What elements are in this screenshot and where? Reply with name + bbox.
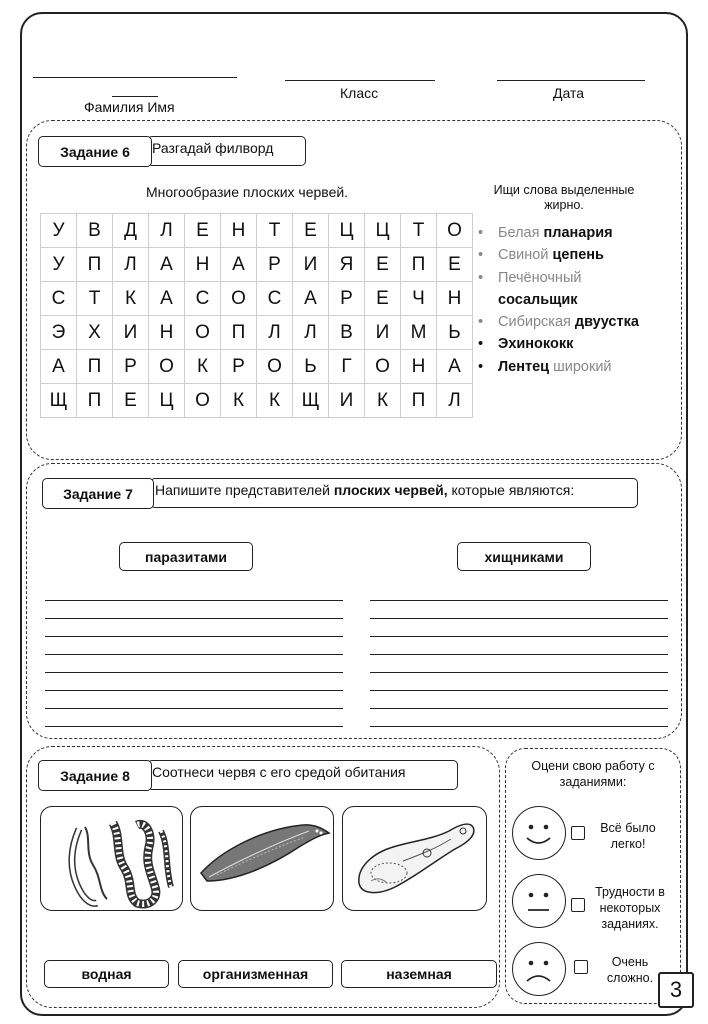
grid-cell[interactable]: А <box>41 350 77 384</box>
word-item <box>478 333 639 355</box>
medium-checkbox[interactable] <box>571 898 585 912</box>
bullet-icon: • <box>478 225 484 241</box>
grid-cell[interactable]: И <box>365 316 401 350</box>
name-label: Фамилия Имя <box>84 99 175 115</box>
fillword-grid <box>40 213 473 418</box>
grid-cell[interactable]: Е <box>293 214 329 248</box>
medium-label: Трудности в некоторых заданиях. <box>595 885 665 931</box>
grid-cell[interactable]: Л <box>293 316 329 350</box>
grid-cell[interactable]: Н <box>185 248 221 282</box>
grid-cell[interactable]: Л <box>257 316 293 350</box>
grid-cell[interactable]: Н <box>437 282 473 316</box>
grid-cell[interactable]: К <box>365 384 401 418</box>
grid-cell[interactable]: К <box>257 384 293 418</box>
word-plain: Печёночный <box>498 269 582 286</box>
grid-cell[interactable]: У <box>41 214 77 248</box>
grid-cell[interactable]: Я <box>329 248 365 282</box>
grid-cell[interactable]: П <box>77 248 113 282</box>
grid-cell[interactable]: Л <box>437 384 473 418</box>
task7-title-box <box>150 478 638 508</box>
word-bold: планария <box>543 225 613 241</box>
word-bold: Эхинококк <box>498 336 574 353</box>
grid-cell[interactable]: Ь <box>293 350 329 384</box>
grid-cell[interactable]: Ц <box>329 214 365 248</box>
word-bold: двуустка <box>574 314 639 331</box>
predators-label: хищниками <box>457 542 591 571</box>
planaria-illustration <box>191 807 334 911</box>
grid-cell[interactable]: Р <box>221 350 257 384</box>
grid-cell[interactable]: Н <box>221 214 257 248</box>
grid-cell[interactable]: Е <box>365 248 401 282</box>
grid-cell[interactable]: С <box>185 282 221 316</box>
grid-cell[interactable]: Е <box>185 214 221 248</box>
fluke-illustration <box>343 807 487 911</box>
word-plain: Свиной <box>498 247 549 264</box>
worm-picture-fluke[interactable] <box>342 806 487 911</box>
grid-cell[interactable]: А <box>149 248 185 282</box>
grid-cell[interactable]: О <box>185 384 221 418</box>
grid-cell[interactable]: К <box>221 384 257 418</box>
worm-picture-planaria[interactable] <box>190 806 334 911</box>
task6-subtitle: Многообразие плоских червей. <box>146 184 349 200</box>
grid-cell[interactable]: Э <box>41 316 77 350</box>
word-item <box>478 311 639 333</box>
class-line <box>285 80 435 81</box>
word-item <box>478 356 639 378</box>
neutral-face-icon <box>512 874 566 928</box>
word-plain: Сибирская <box>498 314 571 331</box>
grid-cell[interactable]: С <box>257 282 293 316</box>
grid-cell[interactable]: П <box>77 350 113 384</box>
grid-cell[interactable]: Ц <box>365 214 401 248</box>
grid-cell[interactable]: П <box>77 384 113 418</box>
grid-cell[interactable]: Л <box>149 214 185 248</box>
grid-cell[interactable]: Р <box>257 248 293 282</box>
grid-cell[interactable]: Е <box>437 248 473 282</box>
task8-tag: Задание 8 <box>38 760 152 791</box>
task8-title: Соотнеси червя с его средой обитания <box>152 764 406 780</box>
habitat-water[interactable]: водная <box>44 960 169 988</box>
grid-cell[interactable]: В <box>329 316 365 350</box>
grid-cell[interactable]: Р <box>329 282 365 316</box>
worm-picture-tapeworm[interactable] <box>40 806 183 911</box>
tapeworm-illustration <box>41 807 183 911</box>
date-label: Дата <box>553 85 585 101</box>
grid-cell[interactable]: Щ <box>293 384 329 418</box>
word-item <box>478 244 639 266</box>
task6-title: Разгадай филворд <box>152 140 274 156</box>
grid-row <box>41 282 473 316</box>
task8-title-box <box>147 760 458 790</box>
grid-cell[interactable]: С <box>41 282 77 316</box>
bullet-icon: • <box>478 269 484 286</box>
grid-cell[interactable]: Х <box>77 316 113 350</box>
word-bold: сосальщик <box>498 291 578 308</box>
grid-cell[interactable]: А <box>437 350 473 384</box>
sad-face-icon <box>512 942 566 996</box>
bullet-icon: • <box>478 358 484 375</box>
grid-cell[interactable]: Е <box>113 384 149 418</box>
grid-cell[interactable]: У <box>41 248 77 282</box>
grid-cell[interactable]: О <box>437 214 473 248</box>
bullet-icon: • <box>478 247 484 264</box>
grid-cell[interactable]: И <box>329 384 365 418</box>
grid-cell[interactable]: О <box>257 350 293 384</box>
word-plain: широкий <box>553 358 612 375</box>
hard-label: Очень сложно. <box>606 955 654 985</box>
class-label: Класс <box>340 85 379 101</box>
grid-cell[interactable]: Е <box>365 282 401 316</box>
grid-cell[interactable]: И <box>113 316 149 350</box>
word-bold: Лентец <box>498 358 550 375</box>
date-line <box>497 80 645 81</box>
grid-cell[interactable]: В <box>77 214 113 248</box>
habitat-organism[interactable]: организменная <box>178 960 333 988</box>
grid-cell[interactable]: Д <box>113 214 149 248</box>
grid-cell[interactable]: О <box>221 282 257 316</box>
grid-cell[interactable]: Ц <box>149 384 185 418</box>
grid-cell[interactable]: К <box>185 350 221 384</box>
grid-cell[interactable]: И <box>293 248 329 282</box>
grid-cell[interactable]: Т <box>401 214 437 248</box>
word-plain: Белая <box>498 225 540 241</box>
grid-row <box>41 316 473 350</box>
easy-label: Всё было легко! <box>600 821 656 851</box>
grid-cell[interactable]: А <box>149 282 185 316</box>
grid-row <box>41 214 473 248</box>
easy-checkbox[interactable] <box>571 826 585 840</box>
grid-cell[interactable]: П <box>401 384 437 418</box>
grid-row <box>41 350 473 384</box>
bullet-icon: • <box>478 336 484 353</box>
task6-hint: Ищи слова выделенные жирно. <box>493 183 635 212</box>
word-item <box>478 267 639 312</box>
bullet-icon: • <box>478 314 484 331</box>
grid-cell[interactable]: Ч <box>401 282 437 316</box>
grid-cell[interactable]: П <box>401 248 437 282</box>
grid-cell[interactable]: М <box>401 316 437 350</box>
grid-cell[interactable]: К <box>113 282 149 316</box>
task6-title-box <box>147 136 306 166</box>
grid-cell[interactable]: Т <box>257 214 293 248</box>
word-bold: цепень <box>552 247 604 264</box>
grid-cell[interactable]: О <box>365 350 401 384</box>
habitat-land[interactable]: наземная <box>341 960 497 988</box>
grid-row <box>41 248 473 282</box>
task7-tag: Задание 7 <box>42 478 154 509</box>
parasites-label: паразитами <box>119 542 253 571</box>
name-line-short <box>112 96 158 97</box>
grid-cell[interactable]: Щ <box>41 384 77 418</box>
happy-face-icon <box>512 806 566 860</box>
task7-title: Напишите представителей плоских червей, которые являются: <box>155 482 575 498</box>
grid-cell[interactable]: Н <box>149 316 185 350</box>
grid-cell[interactable]: Р <box>113 350 149 384</box>
grid-cell[interactable]: Л <box>113 248 149 282</box>
rating-title: Оцени свою работу с заданиями: <box>531 759 655 789</box>
grid-cell[interactable]: П <box>221 316 257 350</box>
grid-cell[interactable]: А <box>221 248 257 282</box>
grid-row <box>41 384 473 418</box>
task6-tag: Задание 6 <box>38 136 152 167</box>
grid-cell[interactable]: Ь <box>437 316 473 350</box>
grid-cell[interactable]: А <box>293 282 329 316</box>
name-line <box>33 77 237 78</box>
grid-cell[interactable]: О <box>185 316 221 350</box>
grid-cell[interactable]: Т <box>77 282 113 316</box>
word-item <box>478 222 639 244</box>
hard-checkbox[interactable] <box>574 960 588 974</box>
grid-cell[interactable]: Г <box>329 350 365 384</box>
grid-cell[interactable]: Н <box>401 350 437 384</box>
grid-cell[interactable]: О <box>149 350 185 384</box>
word-list <box>478 222 639 378</box>
page-number: 3 <box>658 972 694 1008</box>
